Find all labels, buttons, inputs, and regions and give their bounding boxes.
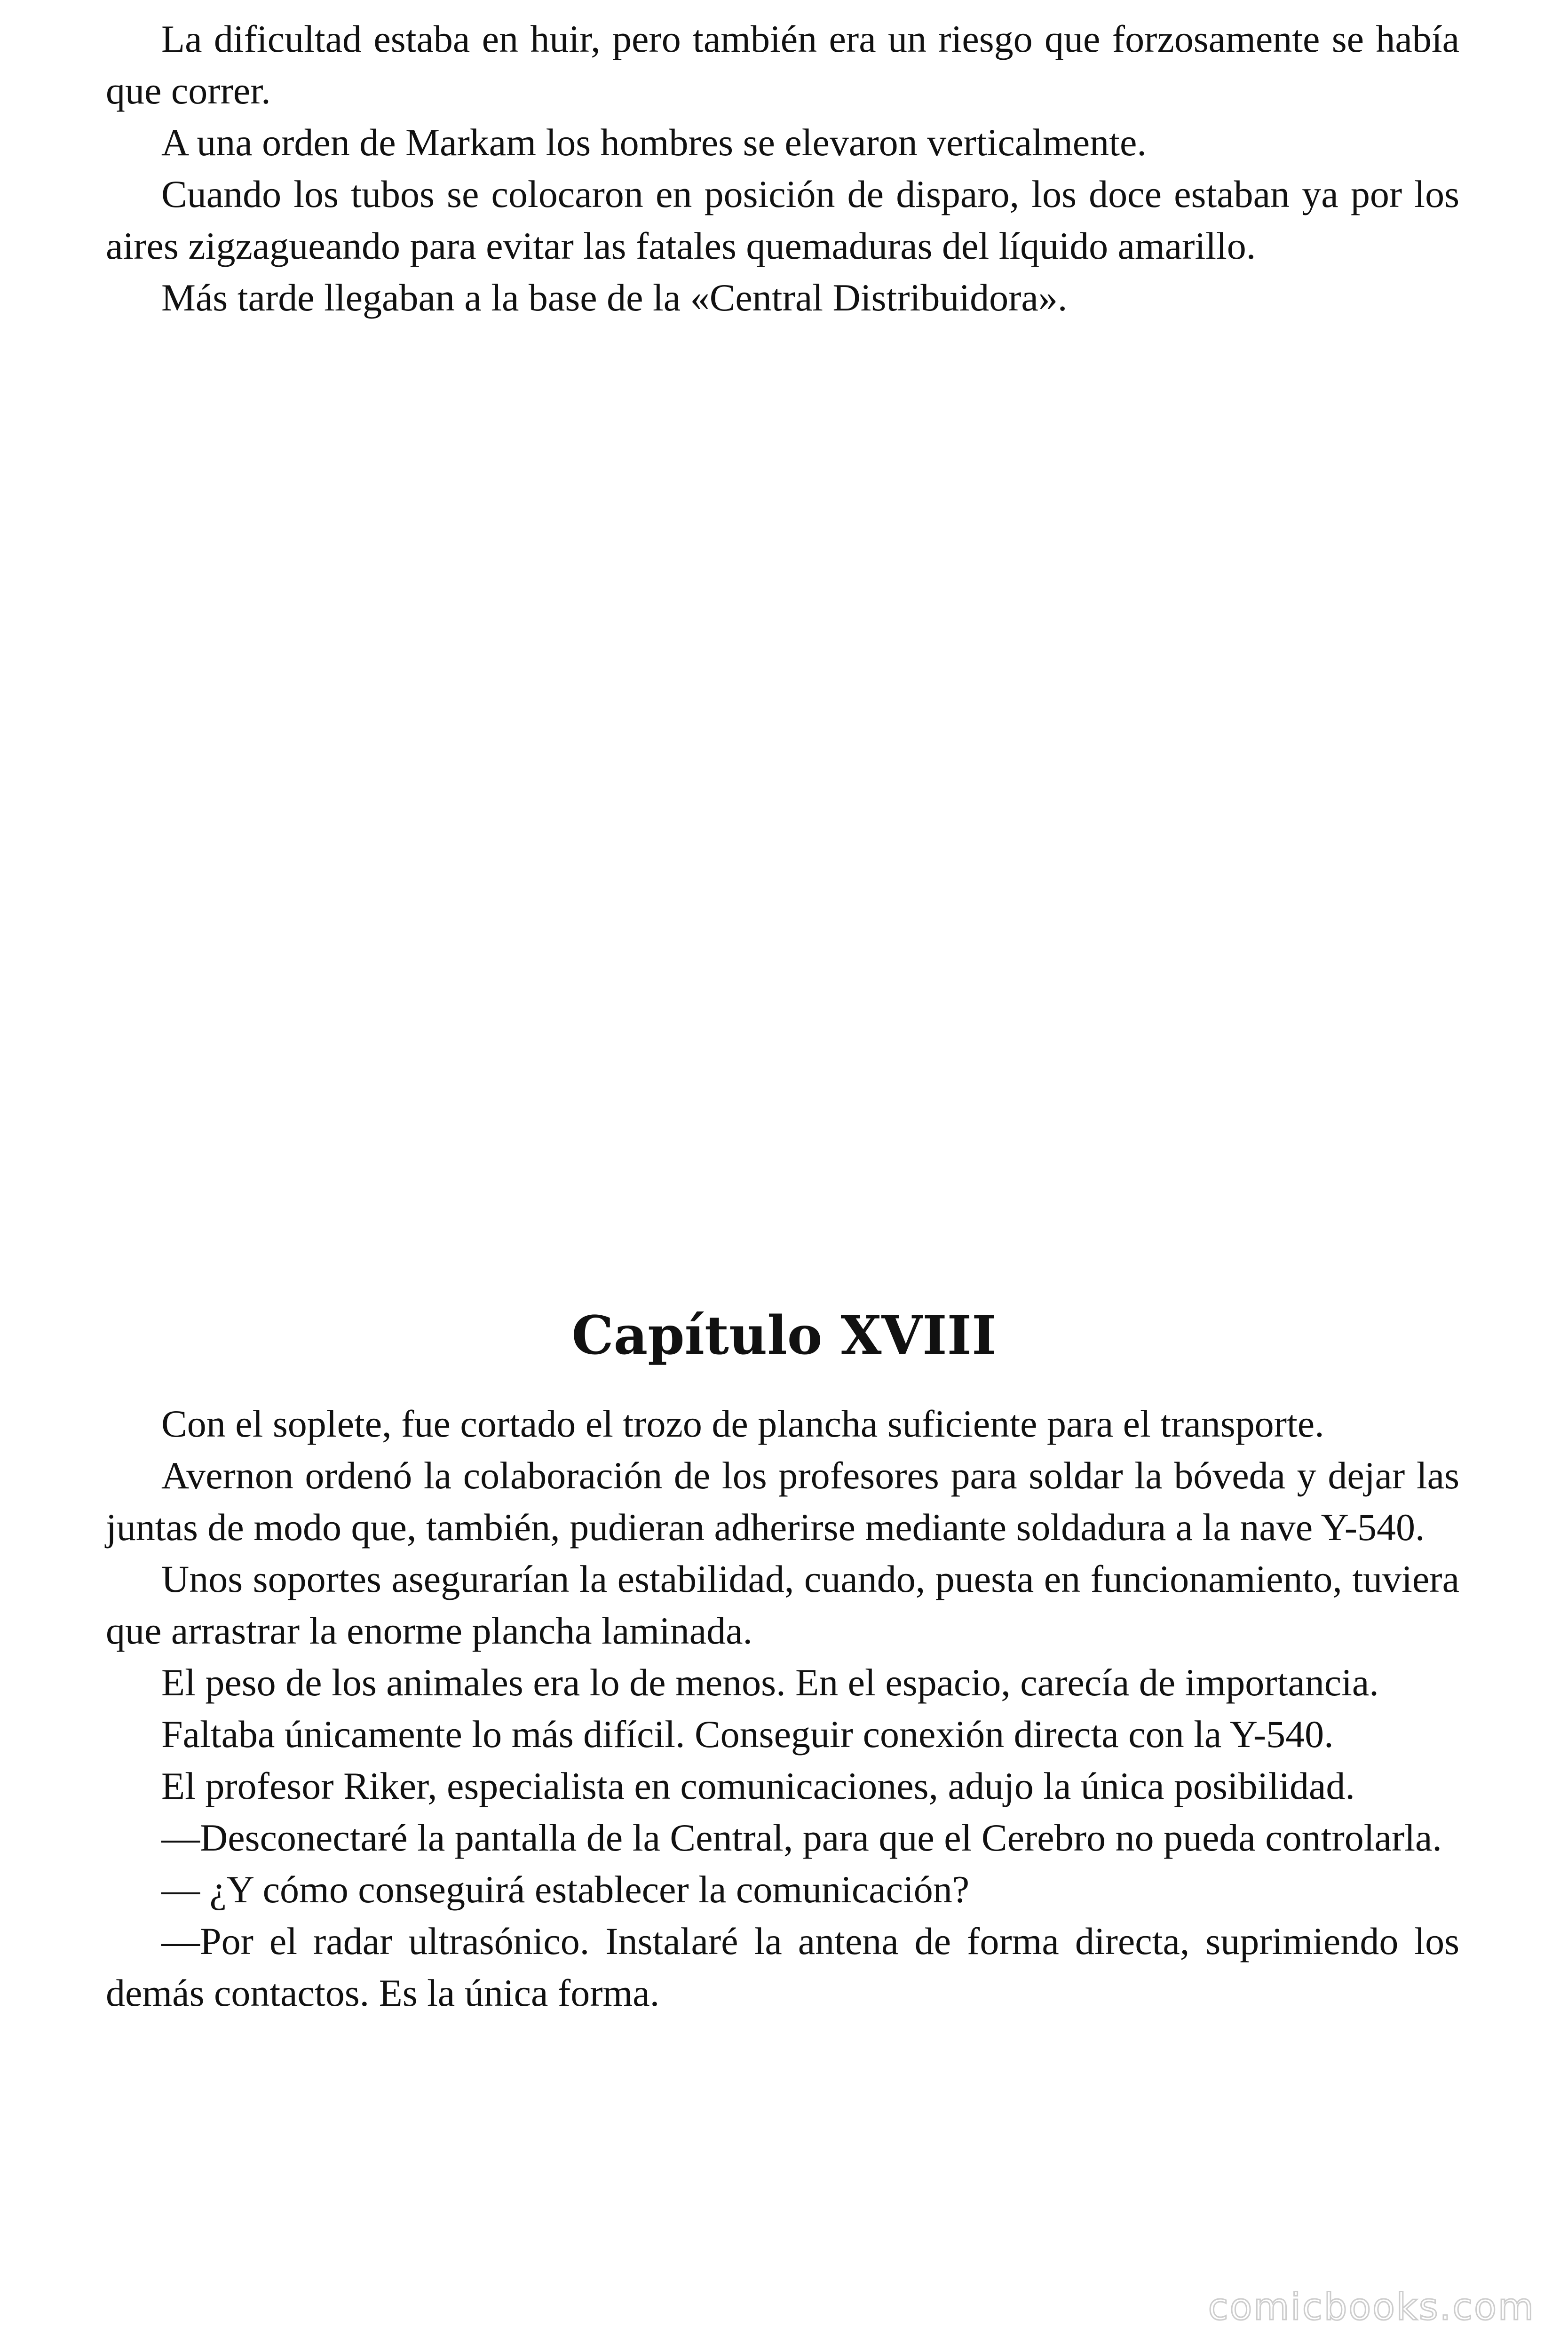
paragraph: El peso de los animales era lo de menos. En el espacio, carecía de importancia. bbox=[161, 1661, 1379, 1704]
paragraph: Unos soportes asegurarían la estabilidad, cuando, puesta en funcionamiento, tuviera que arrastrar la enorme plancha laminada. bbox=[106, 1557, 1459, 1652]
paragraph: A una orden de Markam los hombres se elevaron verticalmente. bbox=[161, 121, 1147, 164]
watermark: comicbooks.com bbox=[1208, 2286, 1535, 2328]
continuation-text bbox=[106, 13, 1459, 324]
dialogue-line: —Desconectaré la pantalla de la Central, para que el Cerebro no pueda controlarla. bbox=[161, 1816, 1442, 1859]
paragraph: Avernon ordenó la colaboración de los profesores para soldar la bóveda y dejar las juntas de modo que, también, pudieran adherirse mediante soldadura a la nave Y-540. bbox=[106, 1454, 1459, 1549]
paragraph: Más tarde llegaban a la base de la «Central Distribuidora». bbox=[161, 276, 1068, 319]
dialogue-line: — ¿Y cómo conseguirá establecer la comunicación? bbox=[161, 1868, 970, 1911]
chapter-text bbox=[106, 1398, 1459, 2019]
paragraph: Con el soplete, fue cortado el trozo de plancha suficiente para el transporte. bbox=[161, 1402, 1324, 1445]
chapter-title: Capítulo XVIII bbox=[571, 1305, 997, 1367]
dialogue-line: —Por el radar ultrasónico. Instalaré la antena de forma directa, suprimiendo los demás contactos. Es la única forma. bbox=[106, 1920, 1459, 2014]
paragraph: La dificultad estaba en huir, pero también era un riesgo que forzosamente se había que correr. bbox=[106, 17, 1459, 112]
paragraph: Faltaba únicamente lo más difícil. Conseguir conexión directa con la Y-540. bbox=[161, 1713, 1334, 1756]
paragraph: Cuando los tubos se colocaron en posición de disparo, los doce estaban ya por los aires zigzagueando para evitar las fatales quemaduras del líquido amarillo. bbox=[106, 173, 1459, 267]
paragraph: El profesor Riker, especialista en comunicaciones, adujo la única posibilidad. bbox=[161, 1764, 1355, 1807]
